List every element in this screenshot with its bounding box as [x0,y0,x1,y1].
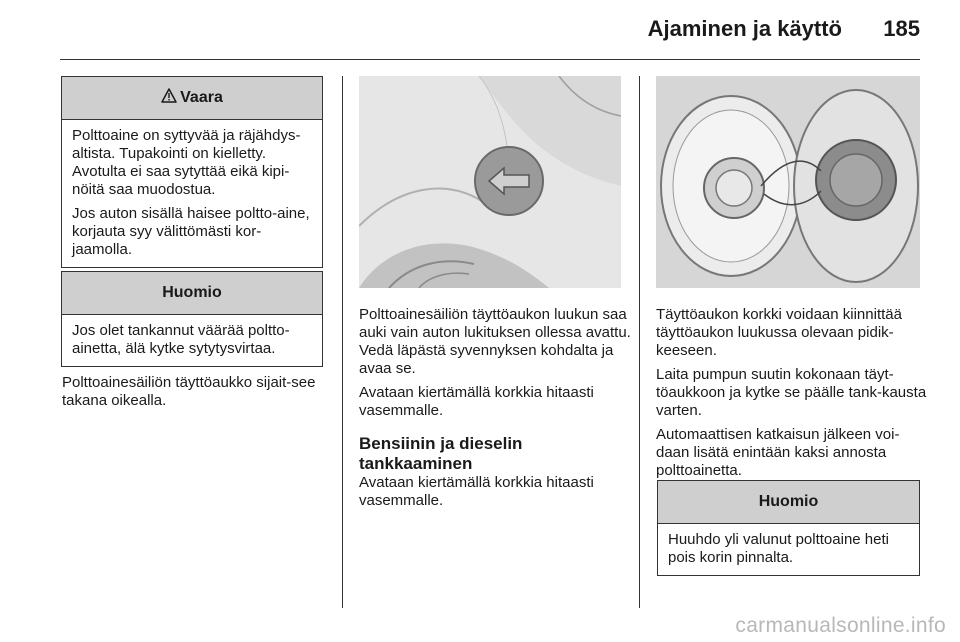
warning-paragraph: Polttoaine on syttyvää ja räjähdys-altista. Tupakointi on kielletty. Avotulta ei saa sytyttää eikä kipi-nöitä saa muodostua. [72,127,301,198]
page-header [0,0,960,60]
warning-title: Vaara [180,89,223,106]
warning-paragraph: Jos auton sisällä haisee poltto-aine, korjauta syy välittömästi kor-jaamolla. [72,205,310,258]
body-paragraph: Avataan kiertämällä korkkia hitaasti vasemmalle. [359,474,594,509]
fuel-filler-flap-illustration [359,76,621,288]
column-divider [639,76,640,608]
section-heading-line: tankkaaminen [359,454,473,473]
body-paragraph: Laita pumpun suutin kokonaan täyt-töaukkoon ja kytke se päälle tank-kausta varten. [656,366,927,419]
notice-box [657,480,920,576]
left-column-text [62,374,324,416]
chapter-title: Ajaminen ja käyttö [647,16,842,41]
notice-box [61,271,323,367]
notice-box-header: Huomio [658,481,919,524]
fuel-flap-drawing [359,76,621,288]
header-rule [60,59,920,60]
page-number: 185 [883,16,920,41]
section-heading [359,434,631,474]
notice-text: Huuhdo yli valunut polttoaine heti pois korin pinnalta. [668,531,889,566]
middle-column-text [359,306,631,516]
notice-body [658,524,919,575]
body-paragraph: Polttoainesäiliön täyttöaukon luukun saa auki vain auton lukituksen ollessa avattu. Vedä läpästä syvennyksen kohdalta ja avaa se. [359,306,631,377]
body-paragraph: Polttoainesäiliön täyttöaukko sijait-see takana oikealla. [62,374,316,409]
body-paragraph: Automaattisen katkaisun jälkeen voi-daan lisätä enintään kaksi annosta polttoainetta. [656,426,900,479]
body-paragraph: Täyttöaukon korkki voidaan kiinnittää täyttöaukon luukussa olevaan pidik-keeseen. [656,306,902,359]
warning-triangle-icon [161,88,177,108]
warning-box-header [62,77,322,120]
notice-box-header: Huomio [62,272,322,315]
notice-body [62,315,322,366]
column-divider [342,76,343,608]
section-heading-line: Bensiinin ja dieselin [359,434,523,453]
notice-text: Jos olet tankannut väärää poltto-ainetta, älä kytke sytytysvirtaa. [72,322,290,357]
fuel-cap-on-flap-illustration [656,76,920,288]
watermark: carmanualsonline.info [735,614,946,637]
warning-box [61,76,323,268]
warning-body [62,120,322,267]
right-column-text [656,306,928,486]
fuel-cap-drawing [656,76,920,288]
body-paragraph: Avataan kiertämällä korkkia hitaasti vasemmalle. [359,384,594,419]
